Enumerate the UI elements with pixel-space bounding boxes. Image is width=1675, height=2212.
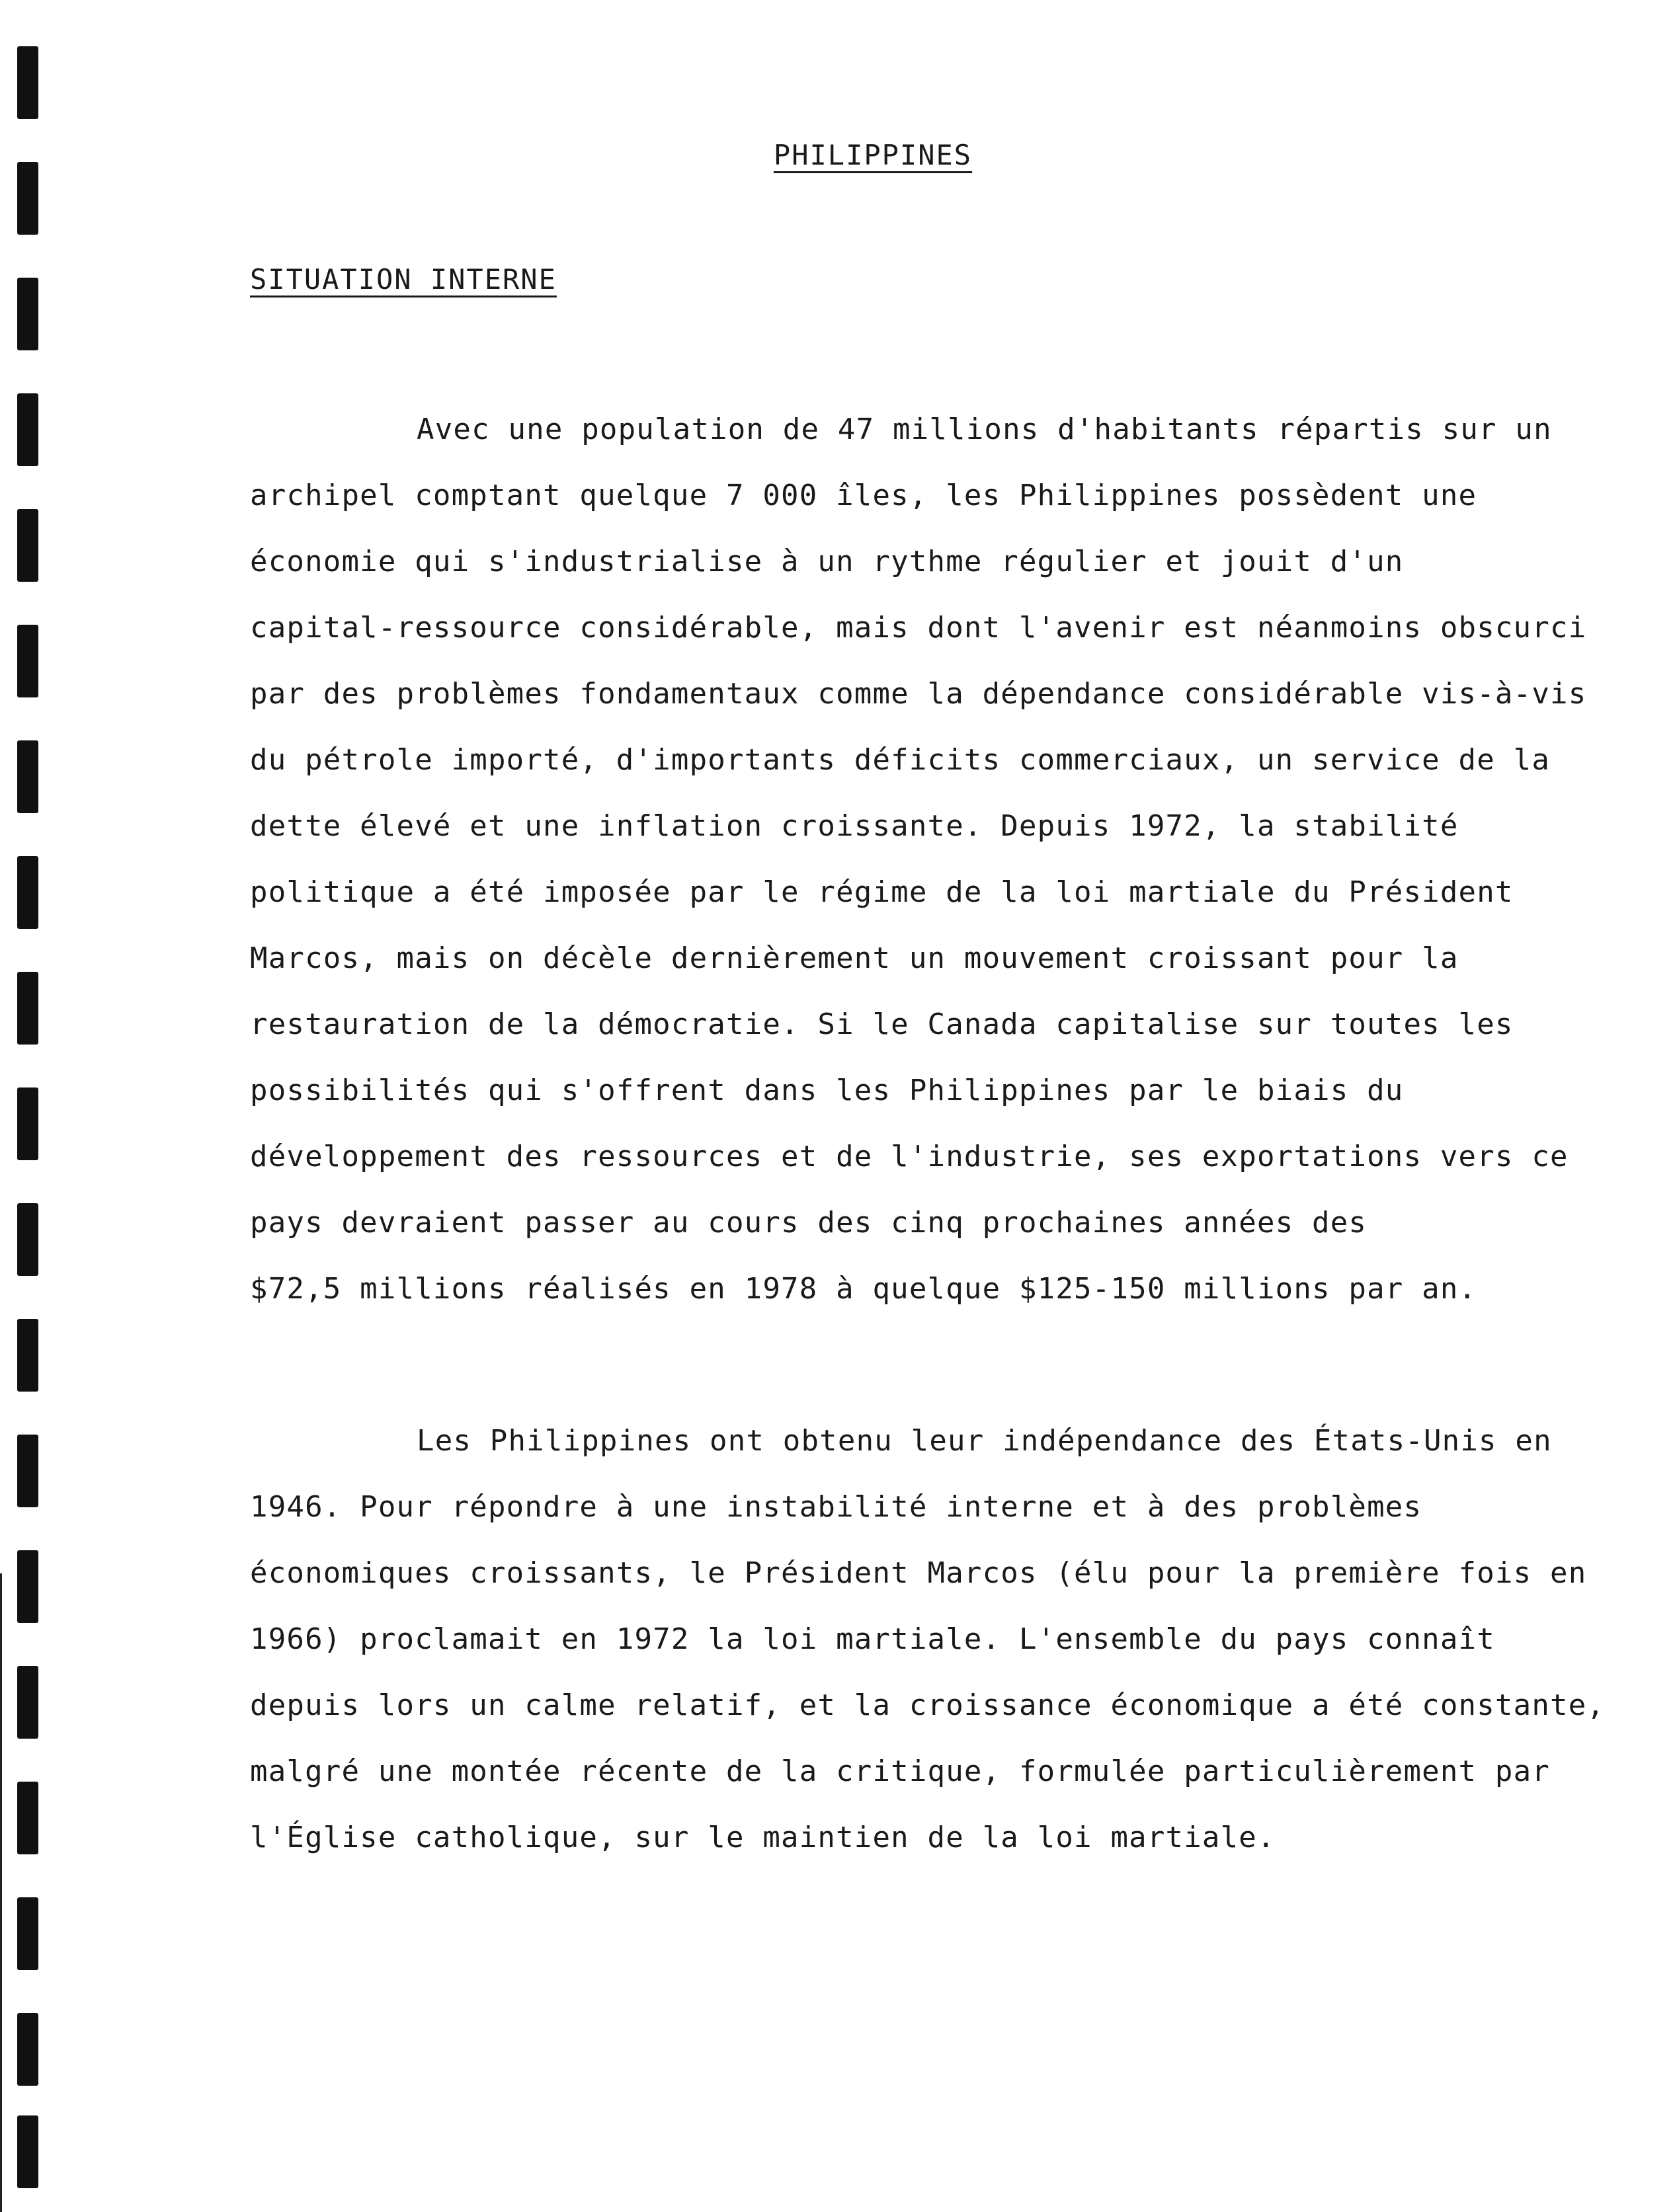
binding-mark bbox=[17, 2013, 38, 2086]
binding-mark bbox=[17, 1203, 38, 1276]
paragraph-independence-history bbox=[250, 1408, 1606, 1871]
paragraph-line: Avec une population de 47 millions d'habitants répartis sur un bbox=[417, 413, 1552, 446]
paragraph-line: du pétrole importé, d'importants déficits commerciaux, un service de la bbox=[250, 743, 1551, 777]
binding-mark bbox=[17, 856, 38, 929]
binding-mark bbox=[17, 1897, 38, 1970]
binding-mark bbox=[17, 740, 38, 813]
paragraph-line: politique a été imposée par le régime de la loi martiale du Président bbox=[250, 875, 1514, 909]
paragraph-line: 1966) proclamait en 1972 la loi martiale. L'ensemble du pays connaît bbox=[250, 1622, 1495, 1656]
binding-mark bbox=[17, 1087, 38, 1160]
binding-mark bbox=[17, 1782, 38, 1854]
binding-mark bbox=[17, 509, 38, 582]
binding-mark bbox=[17, 46, 38, 119]
paragraph-population-economy bbox=[250, 397, 1587, 1322]
paragraph-line: Marcos, mais on décèle dernièrement un mouvement croissant pour la bbox=[250, 941, 1459, 975]
page-title: PHILIPPINES bbox=[773, 139, 973, 171]
binding-mark bbox=[17, 393, 38, 466]
paragraph-line: 1946. Pour répondre à une instabilité interne et à des problèmes bbox=[250, 1490, 1422, 1524]
page-edge-line bbox=[0, 1573, 2, 2212]
binding-mark bbox=[17, 1435, 38, 1507]
binding-mark bbox=[17, 2115, 38, 2188]
paragraph-line: économiques croissants, le Président Marcos (élu pour la première fois en bbox=[250, 1556, 1587, 1590]
paragraph-line: Les Philippines ont obtenu leur indépendance des États-Unis en bbox=[417, 1424, 1552, 1458]
paragraph-line: capital-ressource considérable, mais dont l'avenir est néanmoins obscurci bbox=[250, 611, 1587, 645]
binding-mark bbox=[17, 162, 38, 235]
paragraph-line: depuis lors un calme relatif, et la croissance économique a été constante, bbox=[250, 1688, 1606, 1722]
binding-mark bbox=[17, 625, 38, 697]
paragraph-line: par des problèmes fondamentaux comme la dépendance considérable vis-à-vis bbox=[250, 677, 1587, 711]
binding-mark bbox=[17, 972, 38, 1045]
paragraph-line: développement des ressources et de l'industrie, ses exportations vers ce bbox=[250, 1140, 1569, 1173]
paragraph-line: pays devraient passer au cours des cinq prochaines années des bbox=[250, 1206, 1368, 1240]
paragraph-line: économie qui s'industrialise à un rythme régulier et jouit d'un bbox=[250, 545, 1404, 578]
binding-mark bbox=[17, 1666, 38, 1739]
binding-mark bbox=[17, 1550, 38, 1623]
paragraph-line: malgré une montée récente de la critique, formulée particulièrement par bbox=[250, 1755, 1551, 1788]
binding-mark bbox=[17, 1319, 38, 1392]
paragraph-line: $72,5 millions réalisés en 1978 à quelque $125-150 millions par an. bbox=[250, 1272, 1477, 1306]
binding-mark bbox=[17, 278, 38, 350]
paragraph-line: dette élevé et une inflation croissante. Depuis 1972, la stabilité bbox=[250, 809, 1459, 843]
binding-holes bbox=[17, 0, 44, 2212]
paragraph-line: l'Église catholique, sur le maintien de la loi martiale. bbox=[250, 1821, 1276, 1854]
paragraph-line: possibilités qui s'offrent dans les Philippines par le biais du bbox=[250, 1074, 1404, 1107]
paragraph-line: restauration de la démocratie. Si le Canada capitalise sur toutes les bbox=[250, 1007, 1514, 1041]
section-heading: SITUATION INTERNE bbox=[250, 263, 557, 296]
paragraph-line: archipel comptant quelque 7 000 îles, les Philippines possèdent une bbox=[250, 479, 1477, 512]
